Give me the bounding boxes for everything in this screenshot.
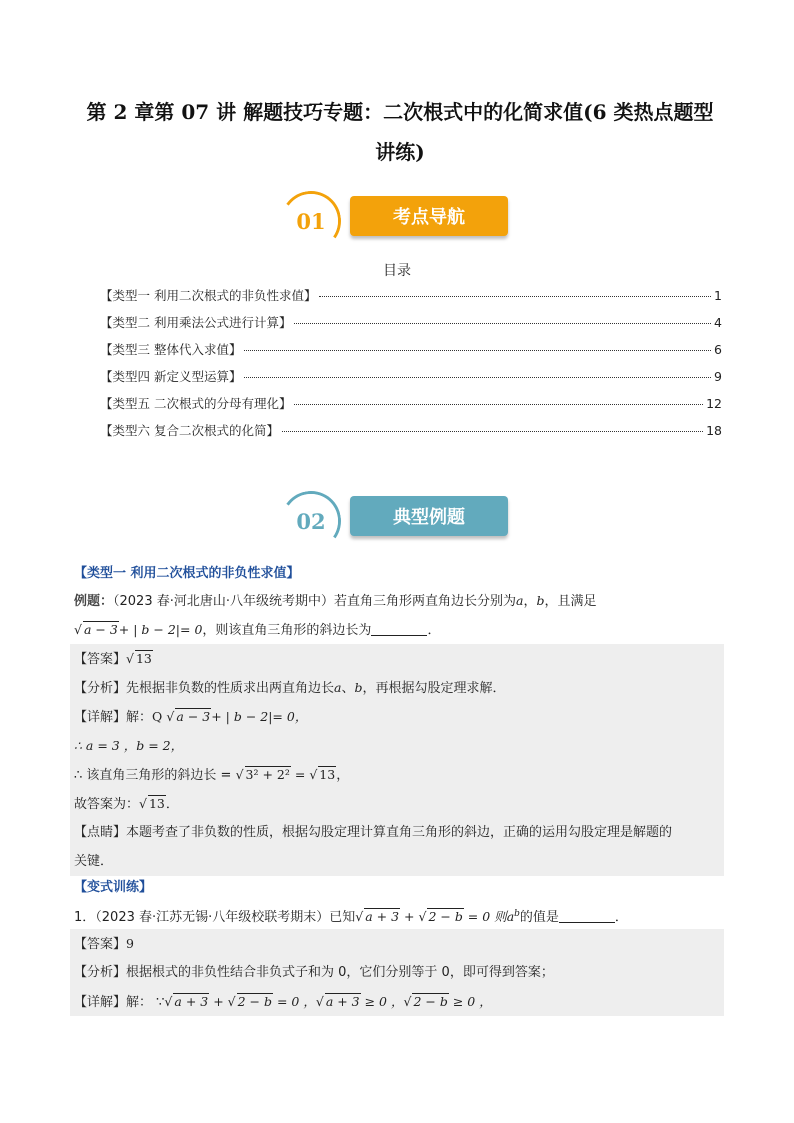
main-content (70, 562, 724, 1016)
abs-term: + | b − 2|= 0 (118, 622, 203, 637)
type-1-heading: 【类型一 利用二次根式的非负性求值】 (74, 566, 300, 581)
toc-item-label: 【类型五 二次根式的分母有理化】 (100, 396, 292, 411)
section-badge-examples (284, 490, 514, 546)
var-a: a (334, 680, 342, 695)
section-number: 01 (284, 194, 338, 248)
power-exponent: b (514, 909, 520, 919)
radicand: 13 (148, 796, 165, 811)
answer-label: 【答案】 (74, 937, 127, 952)
practice-heading: 【变式训练】 (74, 880, 153, 895)
equation: √ a − 3+ | b − 2|= 0 (74, 622, 203, 637)
radicand: a − 3 (176, 709, 211, 724)
toc-leader-dots (294, 323, 711, 324)
section-label: 考点导航 (350, 196, 508, 236)
q1-answer-line (70, 929, 724, 958)
radicand: 13 (319, 767, 336, 782)
detail-text: 解： ∵ (126, 995, 165, 1010)
toc-heading: 目录 (383, 263, 411, 279)
section-label: 典型例题 (350, 496, 508, 536)
inequality: ≥ 0 ， (448, 994, 492, 1009)
example-equation-line (70, 615, 724, 644)
toc-item[interactable] (100, 313, 722, 340)
answer-line: 【答案】√ 13 (70, 644, 724, 673)
detail-line-2 (70, 731, 724, 760)
detail-text: 解： (126, 710, 153, 725)
q1-detail-line: 【详解】解： ∵√ a + 3 + √ 2 − b = 0 ，√ a + 3 ≥ 0 ，√ 2 − b ≥ 0 ， (70, 987, 724, 1016)
answer-blank (559, 908, 615, 923)
plus: + (209, 994, 228, 1009)
detail-conclusion: 故答案为： (74, 797, 140, 812)
toc-item-page: 12 (706, 396, 722, 411)
section-number: 02 (284, 494, 338, 548)
title-line-2: 讲练) (375, 140, 425, 164)
comment-line-2 (70, 847, 724, 876)
analysis-label: 【分析】 (74, 965, 127, 980)
toc-item-page: 9 (714, 369, 722, 384)
plus: + (400, 909, 419, 925)
equation-rest: = 0 则 (463, 909, 507, 925)
answer-value: 13 (135, 651, 152, 666)
comment-label: 【点睛】 (74, 825, 127, 840)
title-line-1: 第 2 章第 07 讲 解题技巧专题：二次根式中的化简求值(6 类热点题型 (86, 100, 714, 124)
comment-text: 本题考查了非负数的性质，根据勾股定理计算直角三角形的斜边，正确的运用勾股定理是解题的 (126, 825, 673, 840)
toc-item-page: 4 (714, 315, 722, 330)
radicand: 2 − b (428, 909, 463, 925)
answer-label: 【答案】 (74, 652, 127, 667)
analysis-text: 根据根式的非负性结合非负式子和为 0，它们分别等于 0，即可得到答案； (126, 965, 554, 980)
detail-line-4: 故答案为：√ 13． (70, 789, 724, 818)
toc-item-label: 【类型六 复合二次根式的化简】 (100, 423, 279, 438)
toc-leader-dots (244, 377, 711, 378)
detail-step-text: ∴ 该直角三角形的斜边长 = (74, 768, 236, 783)
radicand: 3² + 2² (245, 767, 290, 782)
example-text-2: ，且满足 (544, 594, 597, 609)
radicand: a + 3 (325, 994, 360, 1009)
toc-item[interactable] (100, 394, 722, 421)
answer-blank (371, 621, 427, 636)
toc-item-label: 【类型三 整体代入求值】 (100, 342, 242, 357)
toc-item-label: 【类型一 利用二次根式的非负性求值】 (100, 288, 317, 303)
inequality: ≥ 0 ， (360, 994, 404, 1009)
detail-line-3: ∴ 该直角三角形的斜边长 = √ 3² + 2² = √ 13， (70, 760, 724, 789)
detail-label: 【详解】 (74, 710, 127, 725)
comment-text-2: 关键． (74, 854, 114, 869)
period: ． (165, 797, 179, 812)
toc-item-label: 【类型四 新定义型运算】 (100, 369, 242, 384)
analysis-label: 【分析】 (74, 681, 127, 696)
example-question (70, 586, 724, 615)
radicand: a + 3 (365, 909, 400, 925)
toc-item[interactable] (100, 421, 722, 448)
toc-item-page: 6 (714, 342, 722, 357)
var-b: b (354, 680, 363, 695)
equals: = (290, 767, 310, 782)
radicand: 2 − b (413, 994, 448, 1009)
var-a: a (516, 593, 524, 608)
toc-leader-dots (294, 404, 703, 405)
table-of-contents (100, 286, 722, 448)
answer-value: 9 (126, 936, 134, 951)
separator: 、 (341, 681, 355, 696)
question-text: 的值是 (519, 910, 559, 926)
toc-item-label: 【类型二 利用乘法公式进行计算】 (100, 315, 292, 330)
comment-line-1 (70, 818, 724, 847)
question-prefix: 1．（2023 春·江苏无锡·八年级校联考期末）已知 (74, 910, 356, 926)
because-symbol: Q (152, 709, 163, 724)
analysis-line (70, 673, 724, 702)
analysis-text: 先根据非负数的性质求出两直角边长 (126, 681, 335, 696)
power-base: a (506, 909, 515, 925)
period: ． (427, 623, 441, 638)
comma: ， (523, 594, 537, 609)
equals: = 0 ， (272, 994, 316, 1009)
toc-leader-dots (282, 431, 703, 432)
detail-line-1: 【详解】解：Q √ a − 3+ | b − 2|= 0， (70, 702, 724, 731)
toc-leader-dots (244, 350, 711, 351)
section-badge-navigation (284, 190, 514, 246)
example-text-3: ，则该直角三角形的斜边长为 (202, 623, 372, 638)
period: ． (614, 910, 628, 926)
toc-item[interactable] (100, 340, 722, 367)
practice-question-1: 1．（2023 春·江苏无锡·八年级校联考期末）已知√ a + 3 + √ 2 − b = 0 则$a^b$的值是 ． (74, 909, 628, 926)
toc-item[interactable] (100, 286, 722, 313)
example-text: （2023 春·河北唐山·八年级统考期中）若直角三角形两直角边长分别为 (113, 594, 516, 609)
analysis-text-2: ，再根据勾股定理求解． (362, 681, 506, 696)
radicand: a − 3 (83, 622, 118, 637)
detail-label: 【详解】 (74, 995, 127, 1010)
comma: ， (336, 768, 350, 783)
detail-step: ∴ a = 3 ，b = 2， (74, 738, 184, 753)
toc-item-page: 1 (714, 288, 722, 303)
toc-leader-dots (319, 296, 711, 297)
document-title (60, 92, 740, 172)
radicand: 2 − b (237, 994, 272, 1009)
toc-item[interactable] (100, 367, 722, 394)
toc-item-page: 18 (706, 423, 722, 438)
equation-rest: + | b − 2|= 0， (211, 709, 308, 724)
q1-analysis-line (70, 958, 724, 987)
var-b: b (536, 593, 545, 608)
example-prefix: 例题： (74, 594, 114, 609)
radicand: a + 3 (174, 994, 209, 1009)
